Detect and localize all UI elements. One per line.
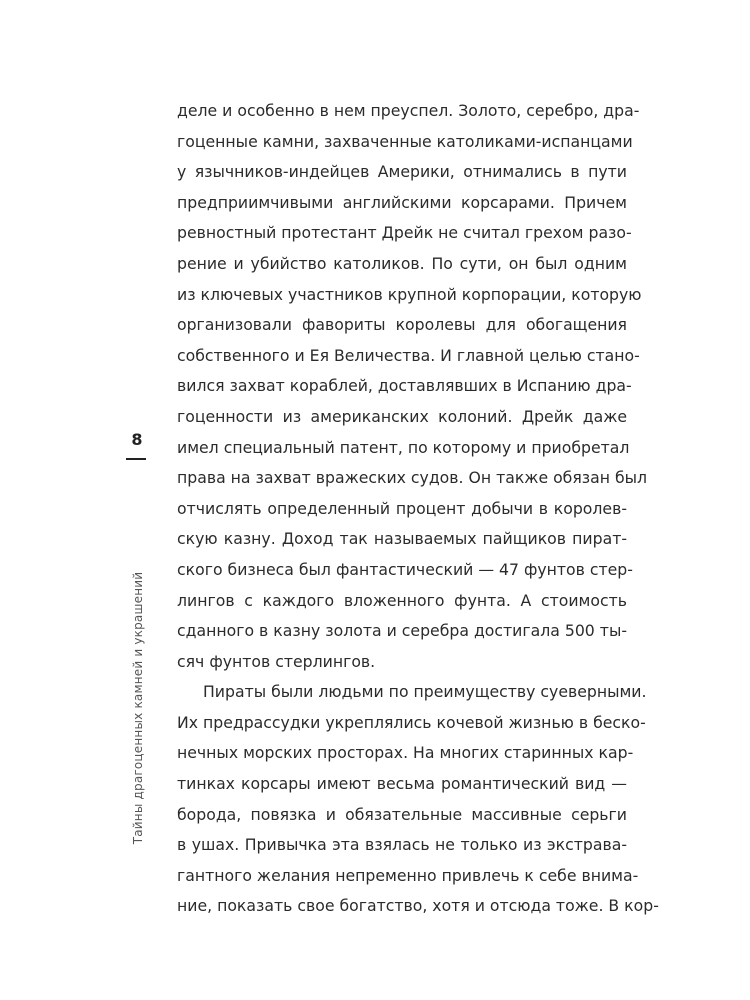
text-line: борода, повязка и обязательные массивные серьги bbox=[177, 804, 627, 824]
paragraph-1 bbox=[177, 96, 648, 677]
text-line: отчислять определенный процент добычи в королев- bbox=[177, 498, 627, 518]
text-line: лингов с каждого вложенного фунта. А стоимость bbox=[177, 590, 627, 610]
text-line: у язычников-индейцев Америки, отнимались в пути bbox=[177, 162, 627, 182]
text-line: из ключевых участников крупной корпорации, которую bbox=[177, 284, 642, 304]
text-line: ского бизнеса был фантастический — 47 фунтов стер- bbox=[177, 559, 633, 579]
text-line: тинках корсары имеют весьма романтический вид — bbox=[177, 774, 627, 794]
text-line: ревностный протестант Дрейк не считал грехом разо- bbox=[177, 223, 632, 243]
text-line: сяч фунтов стерлингов. bbox=[177, 651, 376, 671]
text-line: гоценные камни, захваченные католиками-испанцами bbox=[177, 131, 633, 151]
text-line: в ушах. Привычка эта взялась не только из экстрава- bbox=[177, 835, 627, 855]
text-line: деле и особенно в нем преуспел. Золото, серебро, дра- bbox=[177, 101, 640, 120]
text-line: собственного и Ея Величества. И главной целью стано- bbox=[177, 345, 640, 365]
text-line: организовали фавориты королевы для обогащения bbox=[177, 315, 627, 335]
text-line: Их предрассудки укреплялись кочевой жизнью в беско- bbox=[177, 712, 646, 732]
paragraph-2 bbox=[177, 677, 659, 922]
text-line: ние, показать свое богатство, хотя и отсюда тоже. В кор- bbox=[177, 896, 659, 916]
text-line: скую казну. Доход так называемых пайщиков пират- bbox=[177, 529, 627, 549]
text-line: нечных морских просторах. На многих старинных кар- bbox=[177, 743, 634, 763]
text-line: вился захват кораблей, доставлявших в Испанию дра- bbox=[177, 376, 632, 396]
text-line: рение и убийство католиков. По сути, он был одним bbox=[177, 253, 627, 273]
text-line: гантного желания непременно привлечь к себе внима- bbox=[177, 865, 639, 885]
text-line: права на захват вражеских судов. Он также обязан был bbox=[177, 468, 648, 488]
page-number-rule bbox=[126, 458, 146, 460]
running-head: Тайны драгоценных камней и украшений bbox=[131, 571, 145, 845]
text-line: предприимчивыми английскими корсарами. Причем bbox=[177, 192, 627, 212]
text-line: Пираты были людьми по преимуществу суеверными. bbox=[203, 682, 647, 702]
body-text bbox=[177, 96, 659, 922]
page-number: 8 bbox=[131, 430, 143, 449]
text-line: имел специальный патент, по которому и приобретал bbox=[177, 437, 630, 457]
text-line: гоценности из американских колоний. Дрейк даже bbox=[177, 406, 627, 426]
text-line: сданного в казну золота и серебра достигала 500 ты- bbox=[177, 621, 627, 641]
